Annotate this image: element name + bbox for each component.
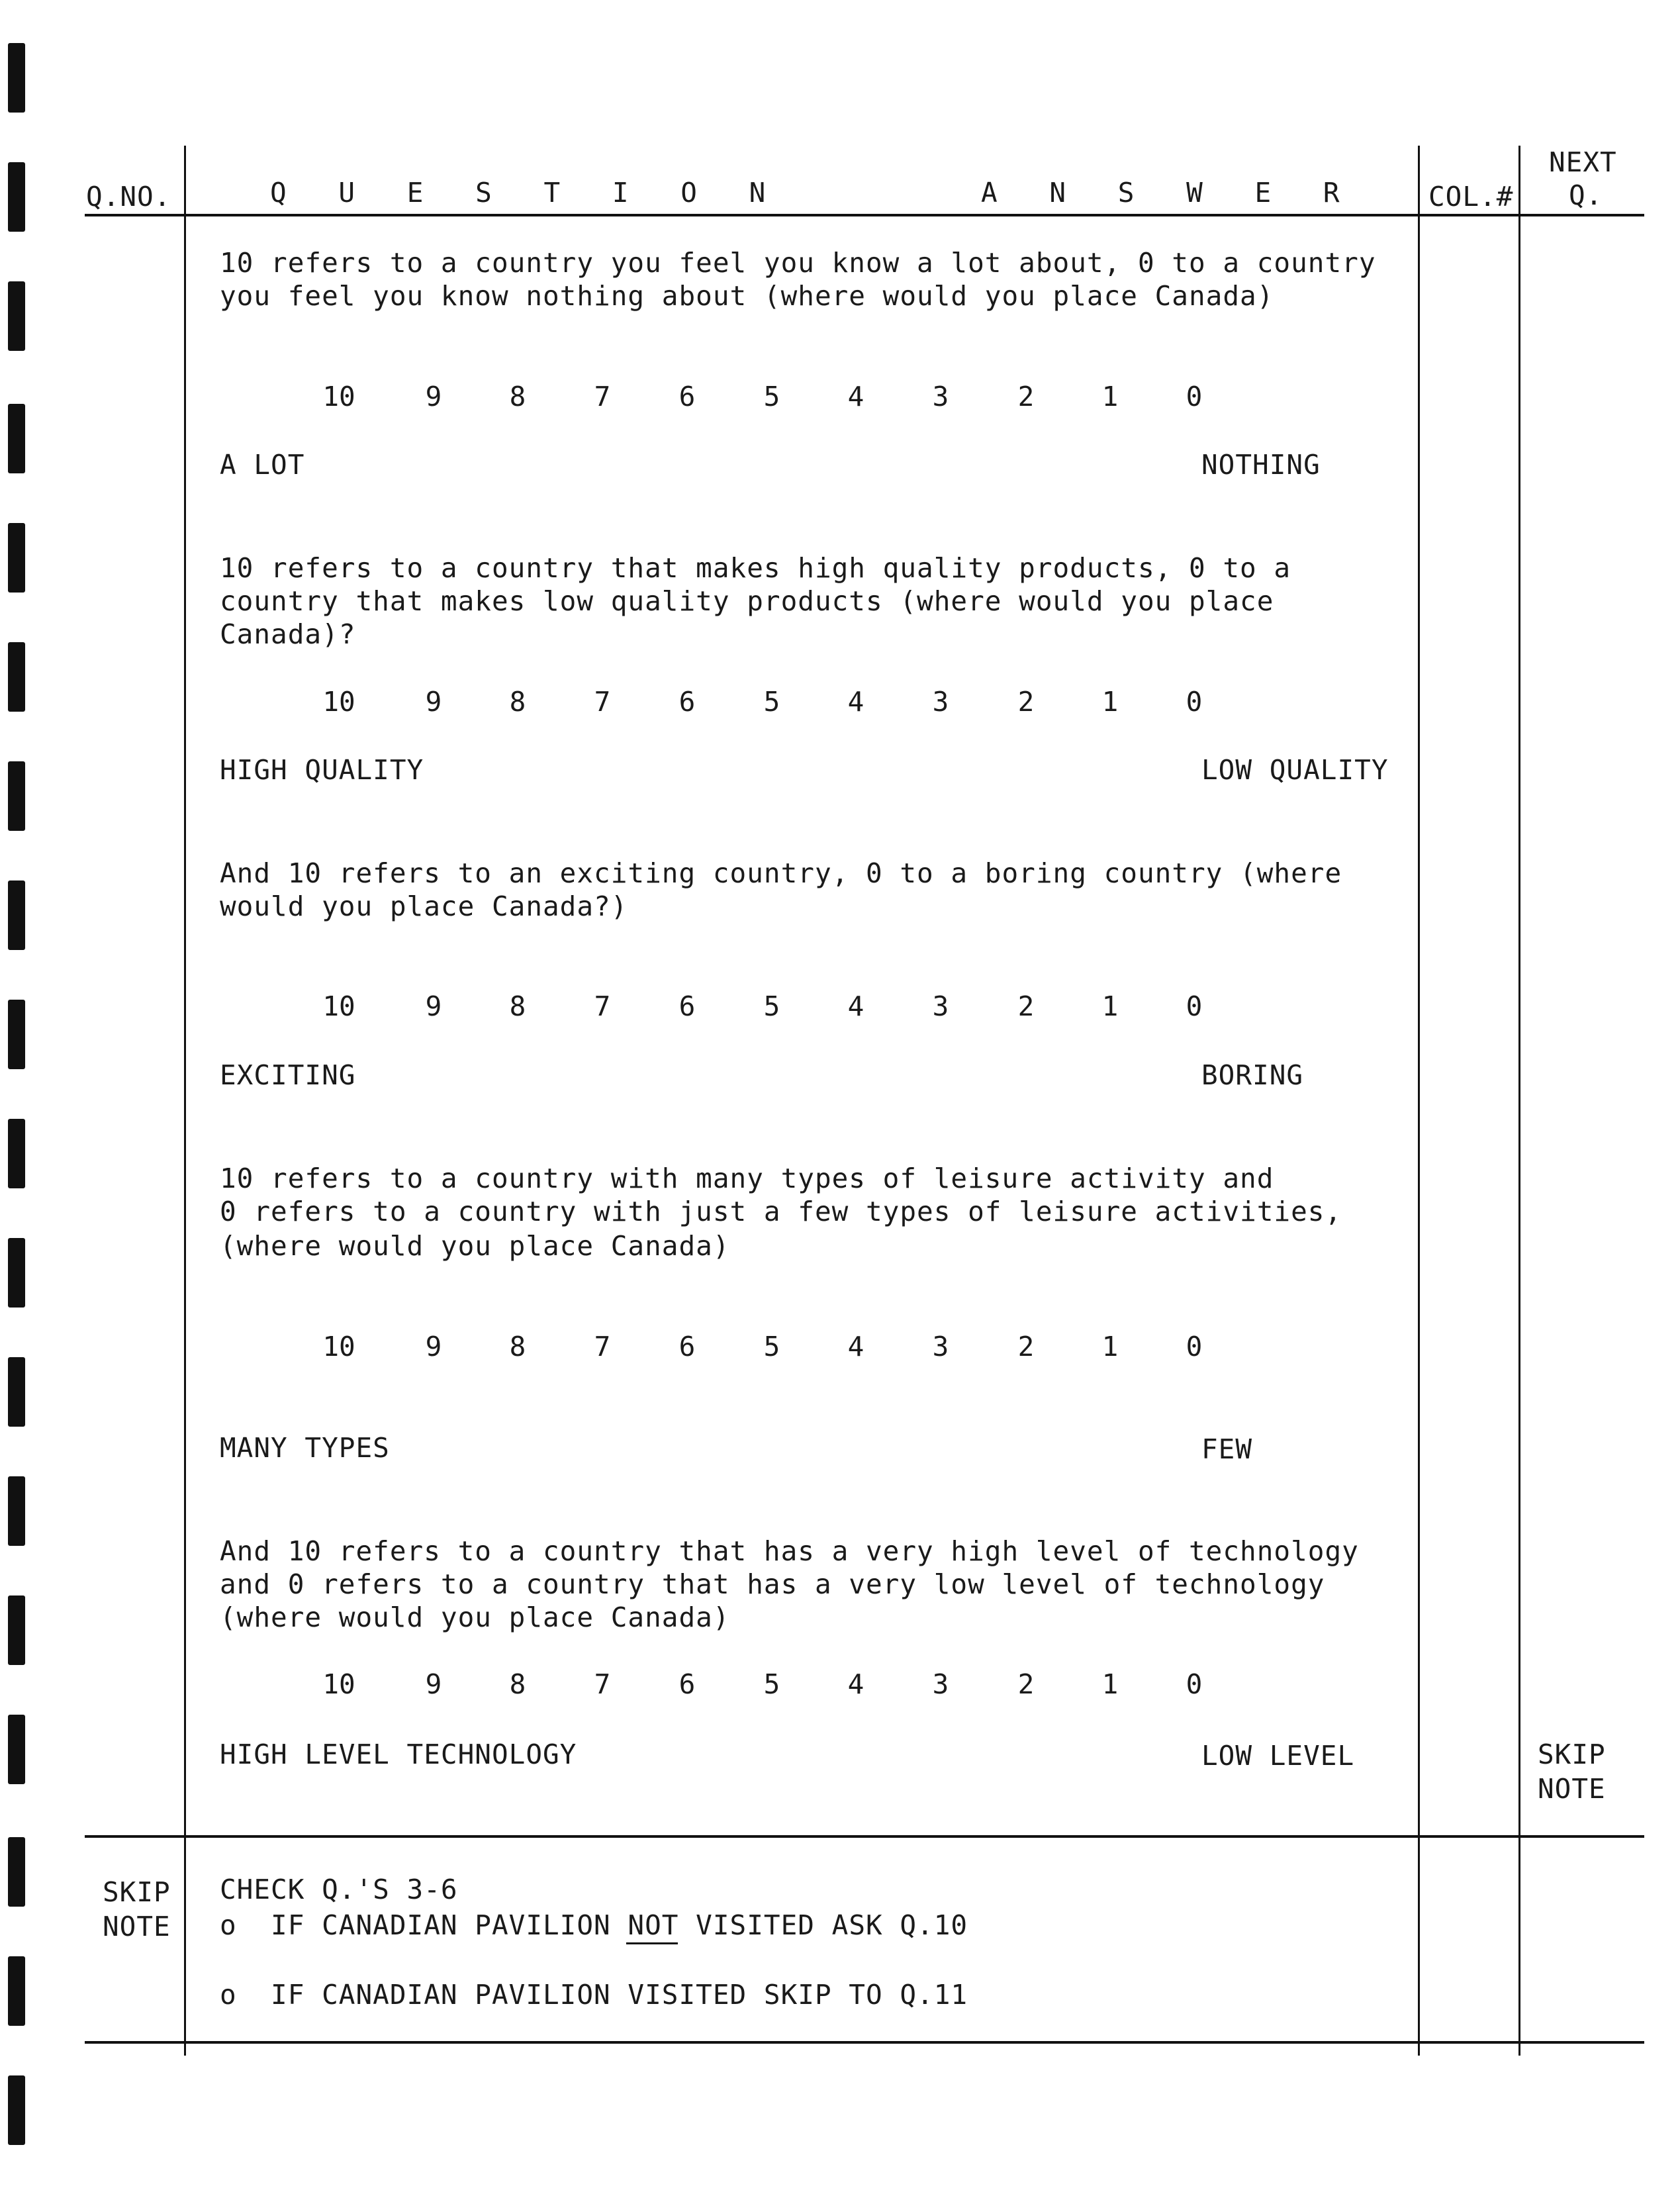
header-answer: A N S W E R [981,177,1358,209]
question-text-line: 10 refers to a country you feel you know a lot about, 0 to a country [220,247,1376,279]
question-text-line: And 10 refers to a country that has a very high level of technology [220,1535,1359,1567]
punch-hole [8,162,25,232]
header-question: Q U E S T I O N [270,177,784,209]
skip-note-item2: o IF CANADIAN PAVILION VISITED SKIP TO Q.11 [220,1979,968,2011]
punch-hole [8,281,25,351]
punch-hole [8,1238,25,1308]
scale-right-label: NOTHING [1201,449,1321,481]
question-text-line: 0 refers to a country with just a few types of leisure activities, [220,1196,1342,1227]
rating-scale: 10 9 8 7 6 5 4 3 2 1 0 [322,1331,1203,1362]
scale-right-label: LOW LEVEL [1201,1740,1355,1772]
punch-hole [8,1595,25,1665]
scale-right-label: LOW QUALITY [1201,754,1389,786]
question-text-line: (where would you place Canada) [220,1601,730,1633]
rating-scale: 10 9 8 7 6 5 4 3 2 1 0 [322,686,1203,718]
header-rule [85,214,1644,216]
punch-hole [8,43,25,113]
scale-left-label: MANY TYPES [220,1432,390,1464]
next-skip-line2: NOTE [1538,1773,1606,1805]
scale-left-label: HIGH LEVEL TECHNOLOGY [220,1738,577,1770]
skip-note-item1 [220,1909,968,1942]
question-text-line: country that makes low quality products (where would you place [220,585,1274,617]
question-text-line: and 0 refers to a country that has a very low level of technology [220,1568,1325,1600]
column-divider-next [1518,146,1520,2056]
question-text-line: you feel you know nothing about (where would you place Canada) [220,280,1274,312]
question-text-line: 10 refers to a country with many types of leisure activity and [220,1163,1274,1194]
skip-note-item1-emphasis: NOT [628,1909,679,1941]
punch-hole [8,1715,25,1784]
rating-scale: 10 9 8 7 6 5 4 3 2 1 0 [322,990,1203,1022]
column-divider-qno [184,146,186,2056]
header-col: COL.# [1428,181,1514,213]
next-skip-line1: SKIP [1538,1738,1606,1770]
section-rule [85,1835,1644,1838]
header-next-line1: NEXT [1549,146,1617,178]
scale-right-label: FEW [1201,1433,1253,1465]
header-qno: Q.NO. [86,181,171,213]
question-text-line: would you place Canada?) [220,890,628,922]
punch-hole [8,2075,25,2145]
rating-scale: 10 9 8 7 6 5 4 3 2 1 0 [322,1668,1203,1700]
question-text-line: Canada)? [220,618,356,650]
question-text-line: (where would you place Canada) [220,1230,730,1262]
punch-hole [8,1357,25,1427]
question-text-line: And 10 refers to an exciting country, 0 to a boring country (where [220,857,1342,889]
punch-hole [8,523,25,593]
scale-right-label: BORING [1201,1059,1304,1091]
punch-hole [8,761,25,831]
scale-left-label: A LOT [220,449,305,481]
skip-note-item1-prefix: o IF CANADIAN PAVILION [220,1909,628,1941]
punch-hole [8,1476,25,1546]
skip-note-item1-suffix: VISITED ASK Q.10 [678,1909,968,1941]
punch-hole [8,1837,25,1907]
scale-left-label: HIGH QUALITY [220,754,424,786]
skip-note-qno-line2: NOTE [103,1911,171,1942]
rating-scale: 10 9 8 7 6 5 4 3 2 1 0 [322,381,1203,412]
scale-left-label: EXCITING [220,1059,356,1091]
punch-hole [8,1119,25,1188]
skip-note-qno-line1: SKIP [103,1876,171,1908]
skip-note-check: CHECK Q.'S 3-6 [220,1874,458,1905]
punch-hole [8,404,25,473]
punch-hole [8,1956,25,2026]
question-text-line: 10 refers to a country that makes high quality products, 0 to a [220,552,1291,584]
punch-hole [8,881,25,950]
bottom-rule [85,2041,1644,2044]
not-underline [626,1942,678,1944]
column-divider-col [1418,146,1420,2056]
header-next-line2: Q. [1569,179,1603,211]
